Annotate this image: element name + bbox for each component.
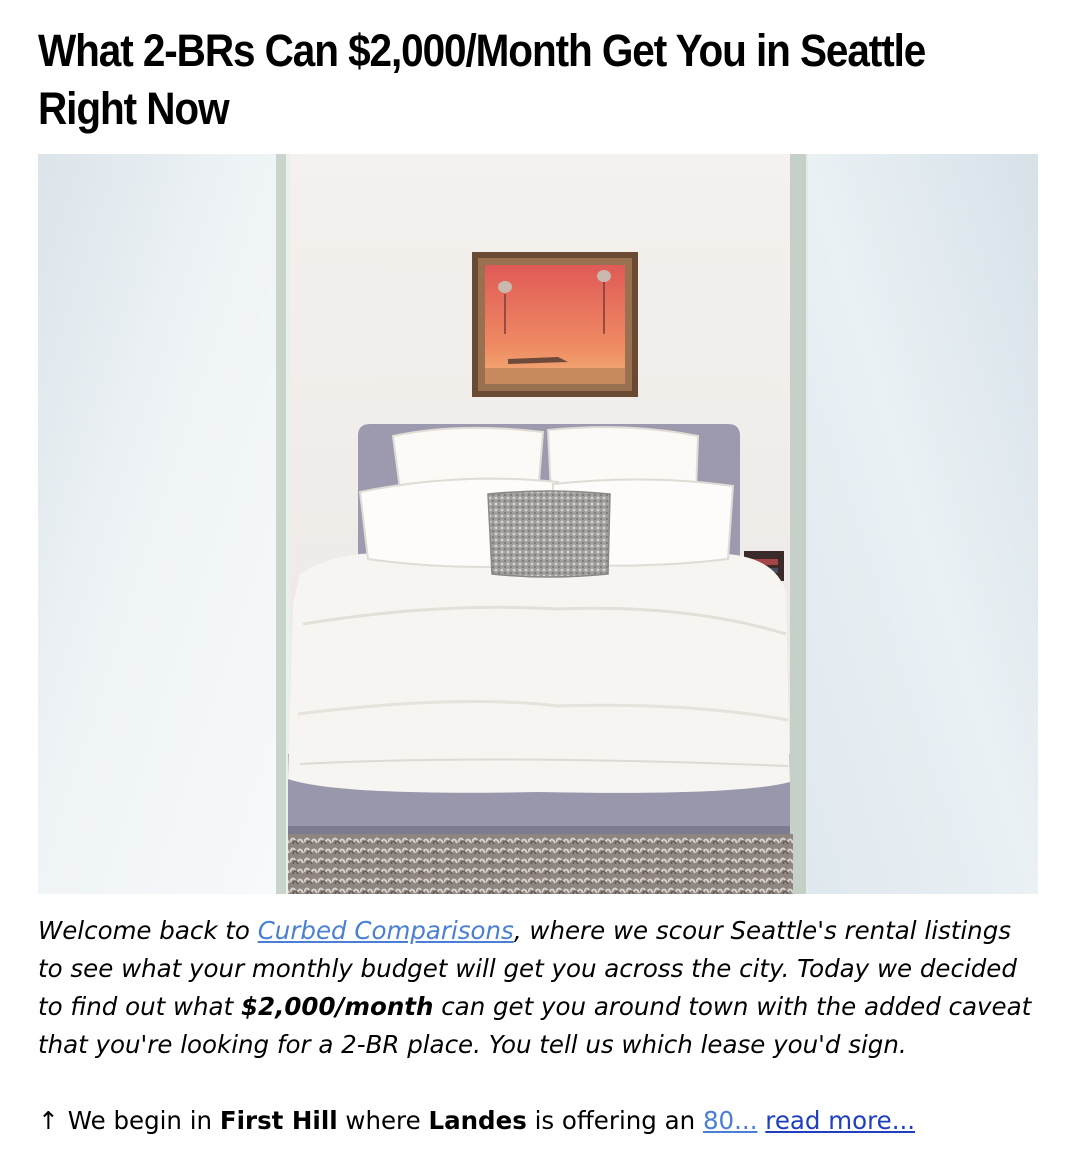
listing-link[interactable]: 80... bbox=[702, 1106, 758, 1135]
intro-text-start: Welcome back to bbox=[38, 916, 258, 945]
intro-paragraph bbox=[38, 912, 1038, 1064]
teaser-text-where: where bbox=[337, 1106, 429, 1135]
up-arrow-icon: ↑ bbox=[38, 1106, 59, 1135]
budget-amount: $2,000/month bbox=[240, 992, 434, 1021]
curbed-comparisons-link[interactable]: Curbed Comparisons bbox=[257, 916, 514, 945]
building-name: Landes bbox=[428, 1106, 527, 1135]
article-title: What 2-BRs Can $2,000/Month Get You in Seattle Right Now bbox=[38, 25, 926, 134]
teaser-text-start: We begin in bbox=[60, 1106, 220, 1135]
bedroom-photo bbox=[38, 154, 1038, 894]
neighborhood-name: First Hill bbox=[219, 1106, 338, 1135]
teaser-line bbox=[38, 1102, 1038, 1140]
teaser-text-offering: is offering an bbox=[526, 1106, 703, 1135]
intro-text-end: can get you around town with the added caveat that you're looking for a 2-BR place. You tell us which lease you'd sign. bbox=[38, 992, 1032, 1059]
intro-text-middle: , where we scour Seattle's rental listings to see what your monthly budget will get you across the city. Today we decided to find out what bbox=[38, 916, 1017, 1021]
read-more-link[interactable]: read more... bbox=[765, 1106, 916, 1135]
